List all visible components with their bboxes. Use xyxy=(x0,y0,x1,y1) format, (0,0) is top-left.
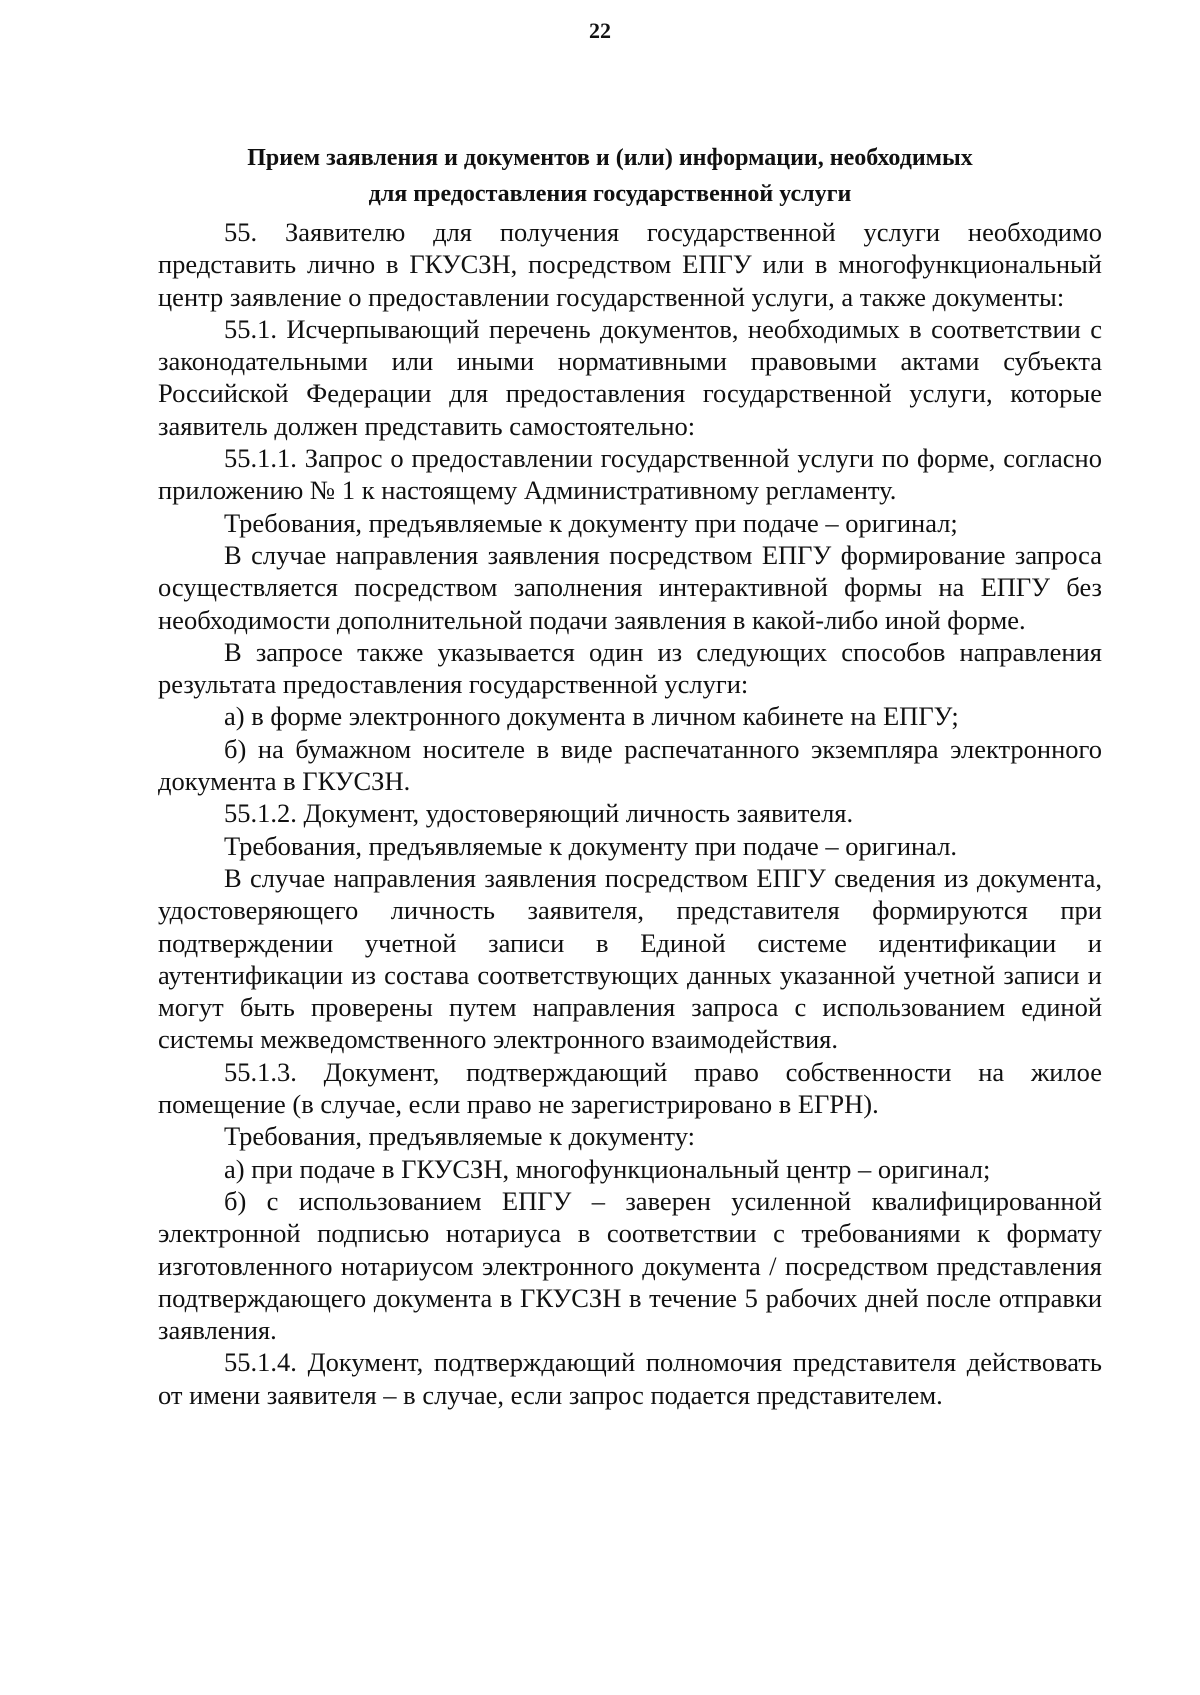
paragraph-result-methods: В запросе также указывается один из следующих способов направления результата предоставления государственной услуги: xyxy=(158,636,1102,700)
paragraph-requirements-document: Требования, предъявляемые к документу: xyxy=(224,1121,696,1152)
paragraph-55-1-2: 55.1.2. Документ, удостоверяющий личность заявителя. xyxy=(224,798,854,829)
paragraph-55-1-1: 55.1.1. Запрос о предоставлении государственной услуги по форме, согласно приложению № 1 к настоящему Административному регламенту. xyxy=(158,443,1102,506)
section-heading xyxy=(150,140,1070,212)
paragraph-requirements-original-2: Требования, предъявляемые к документу при подаче – оригинал. xyxy=(224,830,958,861)
paragraph-epgu-request: В случае направления заявления посредством ЕПГУ формирование запроса осуществляется посредством заполнения интерактивной формы на ЕПГУ без необходимости дополнительной подачи заявления в какой-либо иной форме. xyxy=(158,539,1102,635)
list-item-b-paper: б) на бумажном носителе в виде распечатанного экземпляра электронного документа в ГКУСЗН. xyxy=(158,733,1102,797)
heading-line-2: для предоставления государственной услуги xyxy=(368,181,852,207)
document-body xyxy=(158,216,1102,1411)
paragraph-55-1: 55.1. Исчерпывающий перечень документов, необходимых в соответствии с законодательными или иными нормативными правовыми актами субъекта Российской Федерации для предоставления государственной услуги, которые заявитель должен представить самостоятельно: xyxy=(158,313,1102,441)
list-item-b-epgu-notary: б) с использованием ЕПГУ – заверен усиленной квалифицированной электронной подписью нотариуса в соответствии с требованиями к формату изготовленного нотариусом электронного документа / посредством представления подтверждающего документа в ГКУСЗН в течение 5 рабочих дней после отправки заявления. xyxy=(158,1185,1102,1346)
page-number: 22 xyxy=(589,18,611,43)
list-item-a-original: а) при подаче в ГКУСЗН, многофункциональный центр – оригинал; xyxy=(224,1153,991,1184)
paragraph-55: 55. Заявителю для получения государственной услуги необходимо представить лично в ГКУСЗН, посредством ЕПГУ или в многофункциональный центр заявление о предоставлении государственной услуги, а также документы: xyxy=(158,217,1102,312)
heading-line-1: Прием заявления и документов и (или) информации, необходимых xyxy=(247,145,973,171)
paragraph-epgu-identity: В случае направления заявления посредством ЕПГУ сведения из документа, удостоверяющего личность заявителя, представителя формируются при подтверждении учетной записи в Единой системе идентификации и аутентификации из состава соответствующих данных указанной учетной записи и могут быть проверены путем направления запроса с использованием единой системы межведомственного электронного взаимодействия. xyxy=(158,862,1102,1055)
paragraph-55-1-4: 55.1.4. Документ, подтверждающий полномочия представителя действовать от имени заявителя – в случае, если запрос подается представителем. xyxy=(158,1347,1102,1410)
list-item-a-electronic: а) в форме электронного документа в личном кабинете на ЕПГУ; xyxy=(224,701,959,732)
paragraph-55-1-3: 55.1.3. Документ, подтверждающий право собственности на жилое помещение (в случае, если право не зарегистрировано в ЕГРН). xyxy=(158,1056,1102,1120)
paragraph-requirements-original: Требования, предъявляемые к документу при подаче – оригинал; xyxy=(224,507,958,538)
